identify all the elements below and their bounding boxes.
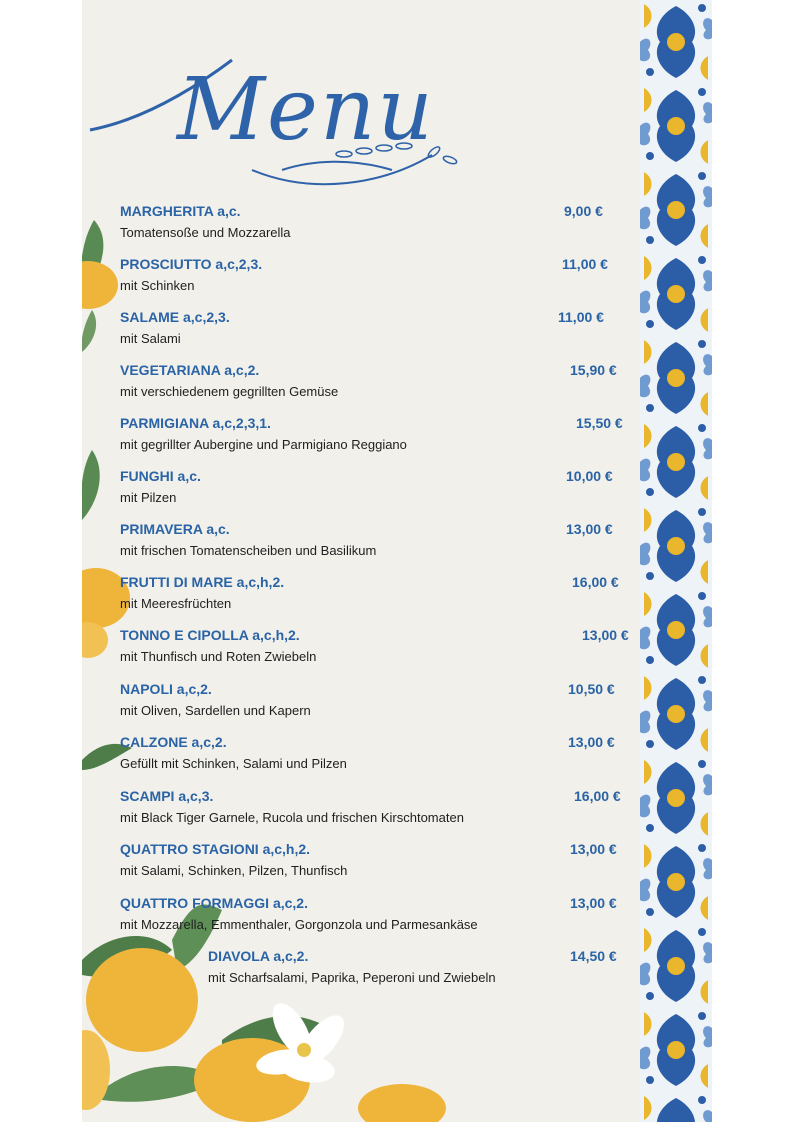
menu-item-name: NAPOLI a,c,2. bbox=[120, 681, 212, 697]
menu-item-name: PRIMAVERA a,c. bbox=[120, 521, 230, 537]
menu-item bbox=[120, 574, 680, 624]
menu-item-description: mit Scharfsalami, Paprika, Peperoni und Zwiebeln bbox=[208, 970, 496, 985]
menu-item bbox=[120, 256, 680, 306]
menu-item bbox=[120, 362, 680, 412]
menu-item-description: mit Black Tiger Garnele, Rucola und frischen Kirschtomaten bbox=[120, 810, 464, 825]
menu-item-name: DIAVOLA a,c,2. bbox=[208, 948, 309, 964]
menu-item-name: VEGETARIANA a,c,2. bbox=[120, 362, 260, 378]
menu-header bbox=[82, 20, 502, 210]
menu-item bbox=[120, 841, 680, 891]
menu-item bbox=[120, 788, 680, 838]
menu-item-price: 13,00 € bbox=[566, 521, 613, 537]
menu-item bbox=[120, 895, 680, 945]
menu-item-price: 13,00 € bbox=[570, 841, 617, 857]
menu-item-price: 13,00 € bbox=[570, 895, 617, 911]
menu-item-name: MARGHERITA a,c. bbox=[120, 203, 241, 219]
menu-item-price: 9,00 € bbox=[564, 203, 603, 219]
menu-item-description: mit Salami bbox=[120, 331, 181, 346]
menu-item-price: 10,50 € bbox=[568, 681, 615, 697]
menu-item-name: TONNO E CIPOLLA a,c,h,2. bbox=[120, 627, 300, 643]
menu-item bbox=[120, 681, 680, 731]
menu-item-description: mit Thunfisch und Roten Zwiebeln bbox=[120, 649, 317, 664]
menu-item-description: mit Schinken bbox=[120, 278, 195, 293]
menu-item-price: 13,00 € bbox=[582, 627, 629, 643]
menu-item-name: QUATTRO FORMAGGI a,c,2. bbox=[120, 895, 308, 911]
menu-item bbox=[120, 734, 680, 784]
menu-item-price: 15,90 € bbox=[570, 362, 617, 378]
menu-item bbox=[120, 309, 680, 359]
menu-item-name: PARMIGIANA a,c,2,3,1. bbox=[120, 415, 271, 431]
menu-item-price: 15,50 € bbox=[576, 415, 623, 431]
menu-item-price: 11,00 € bbox=[558, 309, 604, 325]
menu-item bbox=[120, 627, 680, 677]
menu-card bbox=[82, 0, 712, 1122]
menu-item-name: CALZONE a,c,2. bbox=[120, 734, 227, 750]
menu-item-description: mit frischen Tomatenscheiben und Basilikum bbox=[120, 543, 377, 558]
menu-item-name: PROSCIUTTO a,c,2,3. bbox=[120, 256, 263, 272]
menu-item-name: FRUTTI DI MARE a,c,h,2. bbox=[120, 574, 285, 590]
menu-item bbox=[120, 521, 680, 571]
menu-item-description: mit verschiedenem gegrillten Gemüse bbox=[120, 384, 339, 399]
menu-item-description: Gefüllt mit Schinken, Salami und Pilzen bbox=[120, 756, 347, 771]
menu-item-description: mit Meeresfrüchten bbox=[120, 596, 232, 611]
menu-item bbox=[120, 415, 680, 465]
menu-item-price: 14,50 € bbox=[570, 948, 617, 964]
menu-item-name: FUNGHI a,c. bbox=[120, 468, 201, 484]
menu-item-name: SALAME a,c,2,3. bbox=[120, 309, 230, 325]
menu-item-description: Tomatensoße und Mozzarella bbox=[120, 225, 291, 240]
page-title: Menu bbox=[177, 60, 435, 160]
menu-item-description: mit Salami, Schinken, Pilzen, Thunfisch bbox=[120, 863, 348, 878]
menu-item bbox=[120, 203, 680, 253]
menu-item-name: QUATTRO STAGIONI a,c,h,2. bbox=[120, 841, 311, 857]
menu-item-name: SCAMPI a,c,3. bbox=[120, 788, 214, 804]
menu-item-description: mit Mozzarella, Emmenthaler, Gorgonzola und Parmesankäse bbox=[120, 917, 478, 932]
menu-item-description: mit Pilzen bbox=[120, 490, 177, 505]
menu-item-description: mit gegrillter Aubergine und Parmigiano Reggiano bbox=[120, 437, 407, 452]
menu-item-description: mit Oliven, Sardellen und Kapern bbox=[120, 703, 311, 718]
menu-item-price: 16,00 € bbox=[572, 574, 619, 590]
menu-item bbox=[120, 468, 680, 518]
menu-item-price: 16,00 € bbox=[574, 788, 621, 804]
menu-item-price: 10,00 € bbox=[566, 468, 613, 484]
menu-item bbox=[208, 948, 712, 998]
menu-item-price: 11,00 € bbox=[562, 256, 608, 272]
menu-item-price: 13,00 € bbox=[568, 734, 615, 750]
